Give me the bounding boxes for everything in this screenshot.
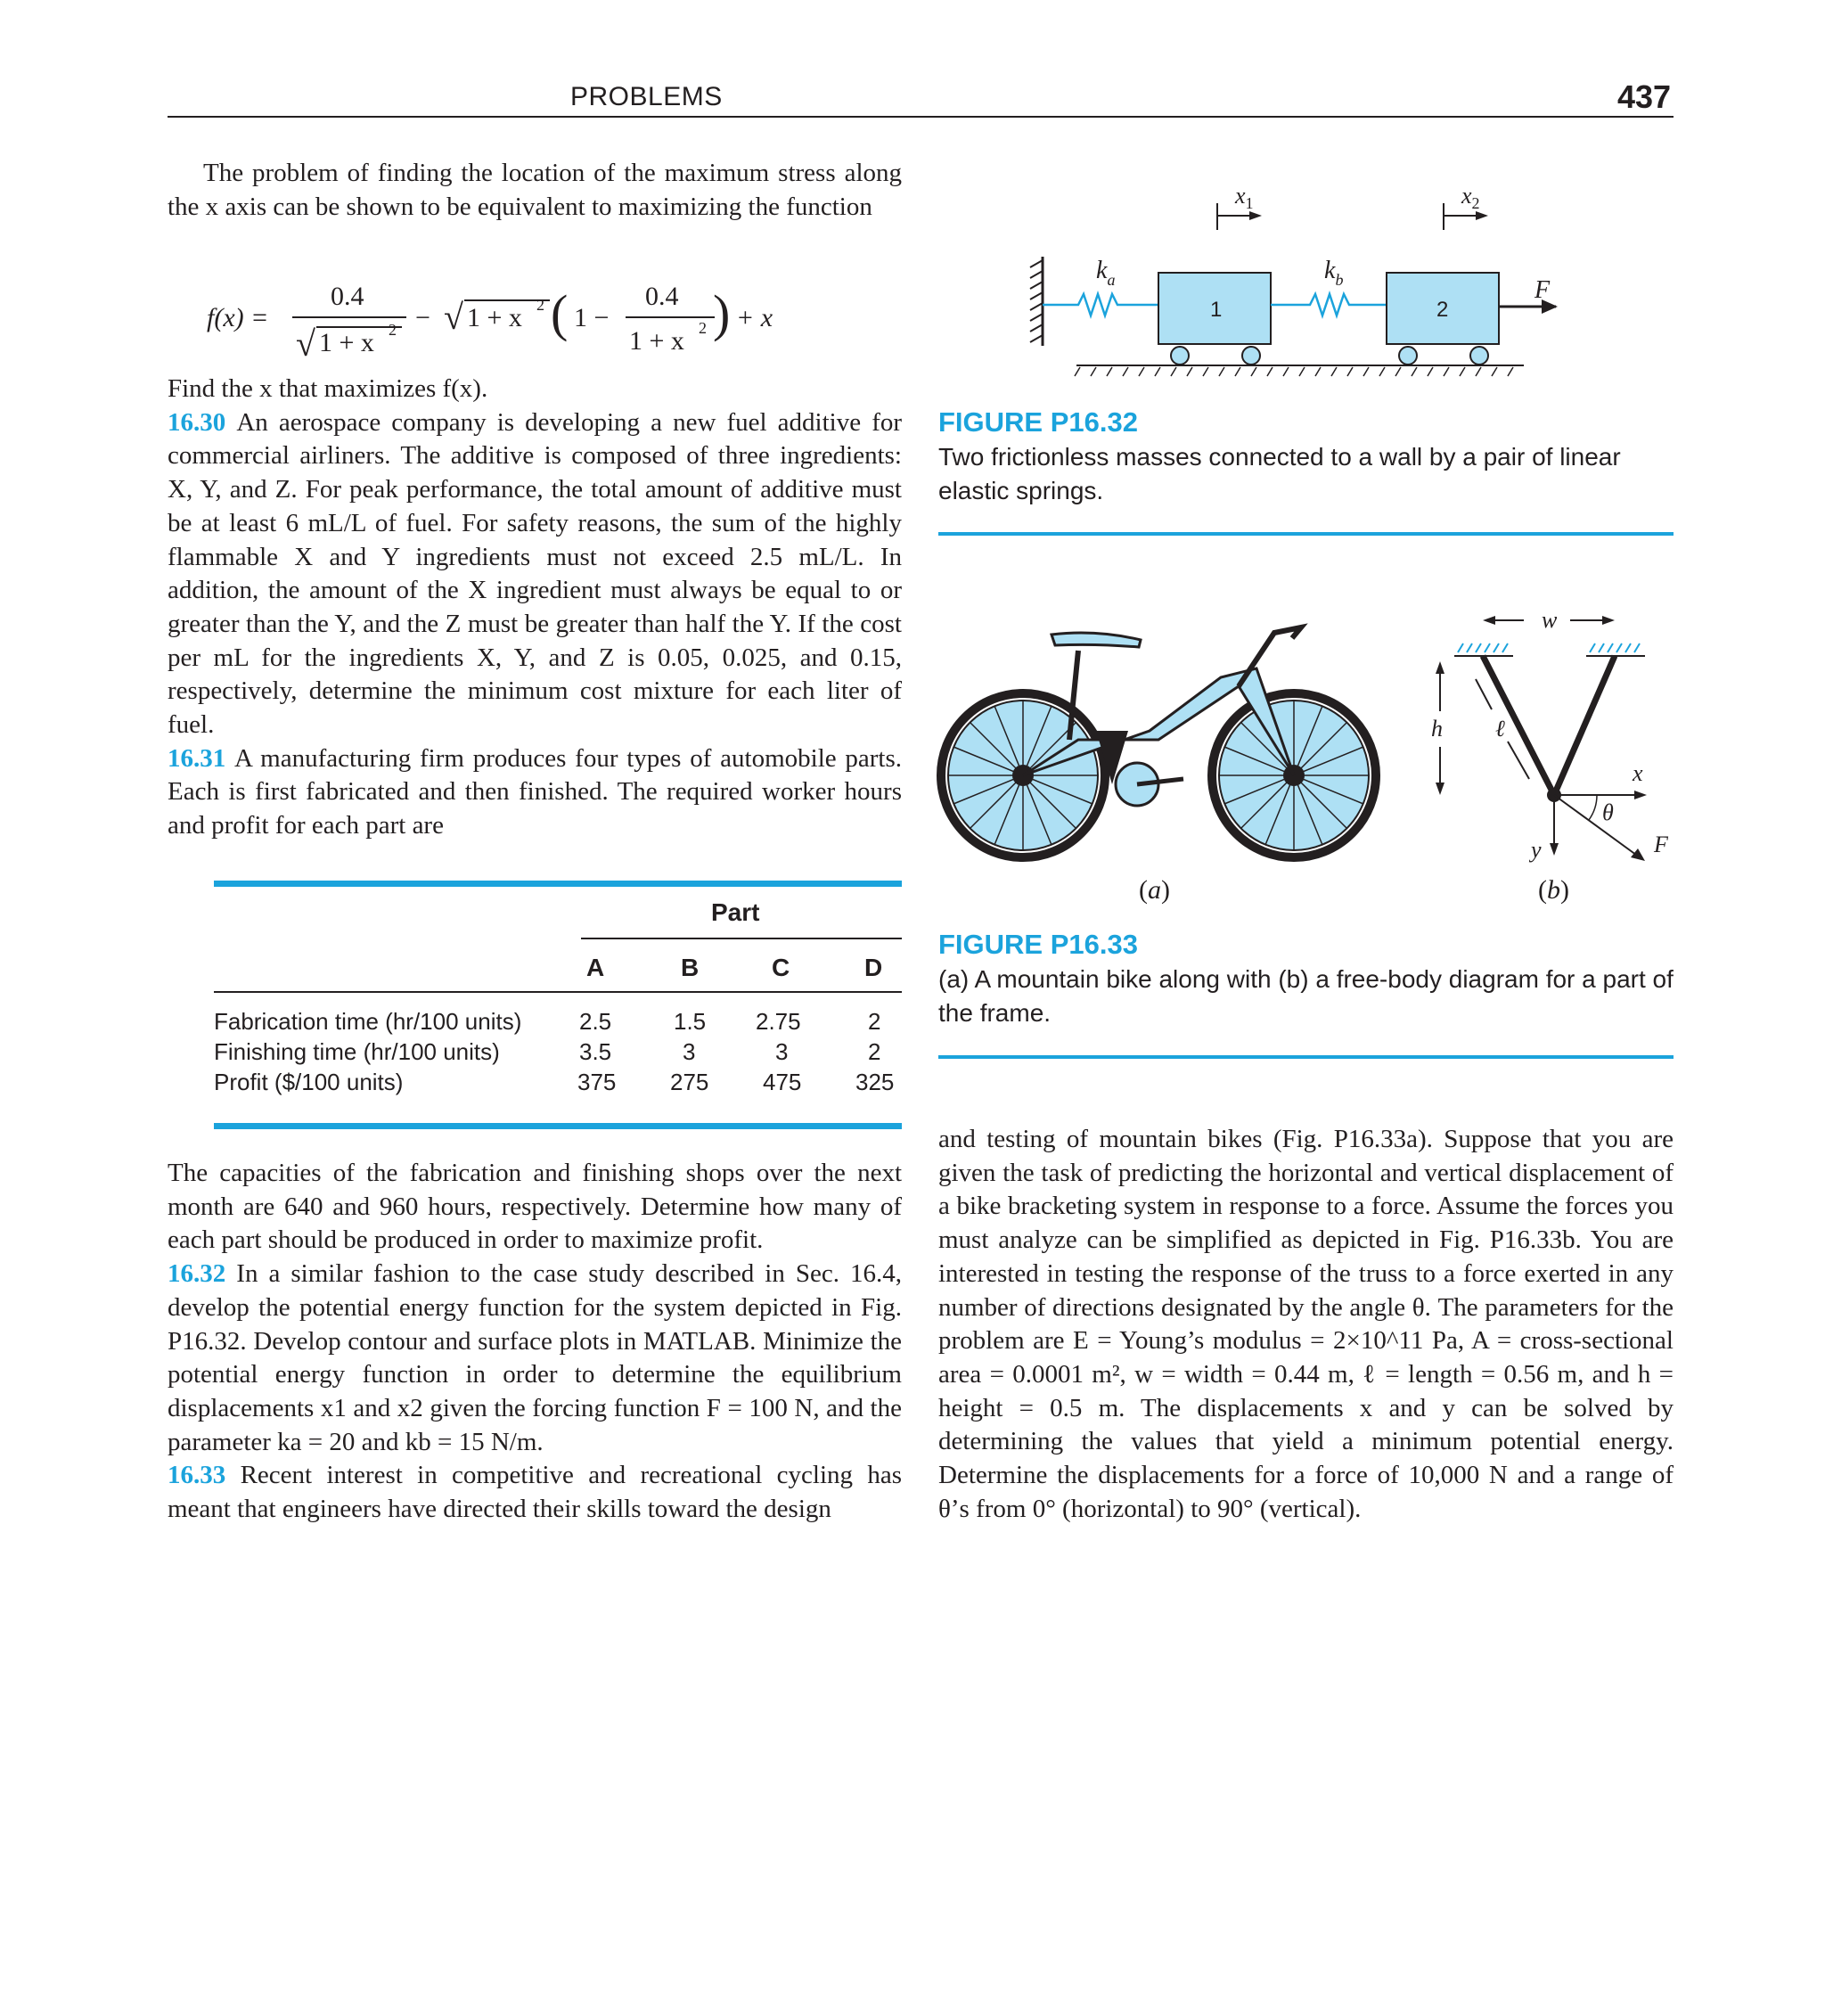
member-left [1483,656,1554,795]
eq-one-minus: 1 − [574,303,610,332]
eq-sup3: 2 [699,319,707,337]
w-arrowhead-right [1602,616,1615,625]
figure-p16-33-diagram [936,597,1675,909]
problems-block-2 [168,1157,902,1527]
ell-dim-bottom [1508,742,1529,779]
table-col-header: B [681,954,700,981]
table-row-label: Profit ($/100 units) [214,1069,404,1095]
label-force: F [1534,276,1551,304]
mass-2-label: 2 [1436,298,1449,322]
label-y: y [1531,837,1542,863]
problem-number-16-32: 16.32 [168,1259,226,1289]
label-x: x [1633,760,1643,786]
label-x1: $x_1$ [1235,183,1254,212]
x-axis-arrowhead [1634,791,1647,799]
label-w: w [1542,607,1558,633]
problem-16-31 [168,742,902,843]
support-right-hatch [1590,643,1640,652]
figure-p16-33-rule [938,1055,1674,1059]
label-b: (b) [1538,875,1569,905]
eq-lhs: f(x) = [207,303,269,332]
intro-paragraph [168,157,902,224]
label-ka: $k_a$ [1096,257,1116,289]
table-col-header: D [864,954,883,981]
eq-minus: − [415,303,430,332]
table-group-rule [581,938,902,939]
wheel [1399,347,1417,365]
problem-number-16-30: 16.30 [168,407,226,437]
figure-p16-32-caption: Two frictionless masses connected to a wall by a pair of linear elastic springs. [938,443,1621,504]
running-header-title: PROBLEMS [570,82,723,111]
equation-fx [203,276,773,374]
label-x2: $x_2$ [1461,183,1480,212]
w-arrowhead-left [1483,616,1495,625]
label-theta: θ [1602,799,1614,825]
table-cell: 325 [855,1069,895,1095]
eq-paren-open: ( [551,284,569,342]
find-text: Find the x that maximizes f(x). [168,374,488,403]
problem-16-30 [168,406,902,742]
eq-frac2-bar [626,316,715,318]
label-kb: $k_b$ [1324,257,1344,289]
ell-dim-top [1476,679,1492,709]
table-cell: 3 [775,1038,789,1065]
intro-text: The problem of finding the location of the maximum stress along the x axis can be shown to be equivalent to maximizing the function [168,159,902,221]
theta-arc [1589,795,1597,820]
h-arrowhead-top [1436,661,1444,674]
table-cell: 275 [670,1069,709,1095]
table-cell: 475 [763,1069,802,1095]
y-axis-arrowhead [1550,843,1559,856]
member-right [1554,656,1615,795]
figure-p16-32-title: FIGURE P16.32 [938,406,1138,438]
table-row-label: Fabrication time (hr/100 units) [214,1008,522,1035]
problem-number-16-33: 16.33 [168,1461,226,1490]
figure-p16-33-title: FIGURE P16.33 [938,929,1138,960]
eq-plus-x: + x [736,303,773,332]
wheel [1470,347,1488,365]
wheel [1242,347,1260,365]
eq-sqrt1-sign: √ [296,324,315,364]
wall-hatch [1030,260,1043,342]
table-cell: 2.75 [756,1008,801,1035]
problem-16-33-text: Recent interest in competitive and recreational cycling has meant that engineers have directed their skills toward the design [168,1461,903,1524]
eq-sqrt2-sign: √ [444,297,463,337]
table-cell: 2 [868,1038,881,1065]
spring-a [1043,294,1158,316]
h-arrowhead-bottom [1436,783,1444,795]
label-a: (a) [1139,875,1170,905]
eq-frac1-bar [292,316,406,318]
capacities-text: The capacities of the fabrication and finishing shops over the next month are 640 and 960 hours, respectively. Determine how many of each part should be produced in order to maximize profit. [168,1159,902,1255]
figure-p16-32-diagram [1025,178,1551,383]
label-F: F [1654,832,1668,857]
support-left-hatch [1458,643,1508,652]
eq-frac2-num: 0.4 [645,282,679,311]
label-h: h [1431,716,1443,742]
problem-16-30-text: An aerospace company is developing a new fuel additive for commercial airliners. The additive is composed of three ingredients: X, Y, and Z. For peak performance, the total amount of additive must be at least 6 mL/L of fuel. For safety reasons, the sum of the highly flammable X and Y ingredients must not exceed 2.5 mL/L. In addition, the amount of the X ingredient must always be equal to or greater than the Y, and the Z must be greater than half the Y. If the cost per mL for the ingredients X, Y, and Z is 0.05, 0.025, and 0.15, respectively, determine the minimum cost mixture for each liter of fuel. [168,407,903,740]
eq-paren-close: ) [713,284,731,342]
table-header-rule [214,991,902,993]
mountain-bike [941,627,1376,857]
force-vector-arrowhead [1631,848,1645,861]
ground-hatch [1075,367,1513,376]
problem-16-31-text: A manufacturing firm produces four types of automobile parts. Each is first fabricated and then finished. The required worker hours and profit for each part are [168,743,903,840]
eq-frac1-den: 1 + x [319,328,374,357]
eq-frac1-num: 0.4 [331,282,364,311]
table-cell: 2.5 [579,1008,612,1035]
label-ell: ℓ [1495,716,1505,742]
header-rule [168,116,1674,118]
eq-frac2-den: 1 + x [629,326,684,356]
problem-16-33 [168,1459,902,1526]
saddle [1052,633,1141,647]
problem-16-33-continuation [938,1123,1674,1526]
table-cell: 1.5 [674,1008,707,1035]
table-bottom-rule [214,1123,902,1129]
table-col-header: C [772,954,790,981]
eq-sup2: 2 [536,296,544,314]
problem-16-32 [168,1258,902,1459]
force-vector [1554,795,1640,857]
table-col-header: A [586,954,605,981]
spring-b [1271,294,1387,316]
problem-16-32-text: In a similar fashion to the case study described in Sec. 16.4, develop the potential energy function for the system depicted in Fig. P16.32. Develop contour and surface plots in MATLAB. Minimize the potential energy function in order to determine the equilibrium displacements x1 and x2 given the forcing function F = 100 N, and the parameter ka = 20 and kb = 15 N/m. [168,1259,903,1456]
wheel [1171,347,1189,365]
free-body-diagram [1431,607,1669,863]
continuation-text: and testing of mountain bikes (Fig. P16.33a). Suppose that you are given the task of predicting the horizontal and vertical displacement of a bike bracketing system in response to a force. Assume the forces you must analyze can be simplified as depicted in Fig. P16.33b. You are interested in testing the response of the truss to a force exerted in any number of directions designated by the angle θ. The parameters for the problem are E = Young’s modulus = 2×10^11 Pa, A = cross-sectional area = 0.0001 m², w = width = 0.44 m, ℓ = length = 0.56 m, and h = height = 0.5 m. The displacements x and y can be solved by determining the values that yield a minimum potential energy. Determine the displacements for a force of 10,000 N and a range of θ’s from 0° (horizontal) to 90° (vertical). [938,1125,1674,1523]
table-cell: 2 [868,1008,881,1035]
mass-1-label: 1 [1210,298,1223,322]
problems-block-1 [168,373,902,843]
table-top-rule [214,881,902,887]
figure-p16-33-caption: (a) A mountain bike along with (b) a free-body diagram for a part of the frame. [938,965,1674,1027]
problem-number-16-31: 16.31 [168,743,226,773]
table-cell: 375 [577,1069,617,1095]
table-group-header: Part [711,898,760,926]
eq-sqrt-arg: 1 + x [467,303,522,332]
x2-arrowhead [1476,211,1488,220]
figure-p16-32-rule [938,532,1674,536]
table-row-label: Finishing time (hr/100 units) [214,1038,500,1065]
eq-sup1: 2 [389,321,397,339]
page-number: 437 [1617,78,1672,115]
table-cell: 3 [683,1038,696,1065]
x1-arrowhead [1249,211,1262,220]
table-cell: 3.5 [579,1038,612,1065]
